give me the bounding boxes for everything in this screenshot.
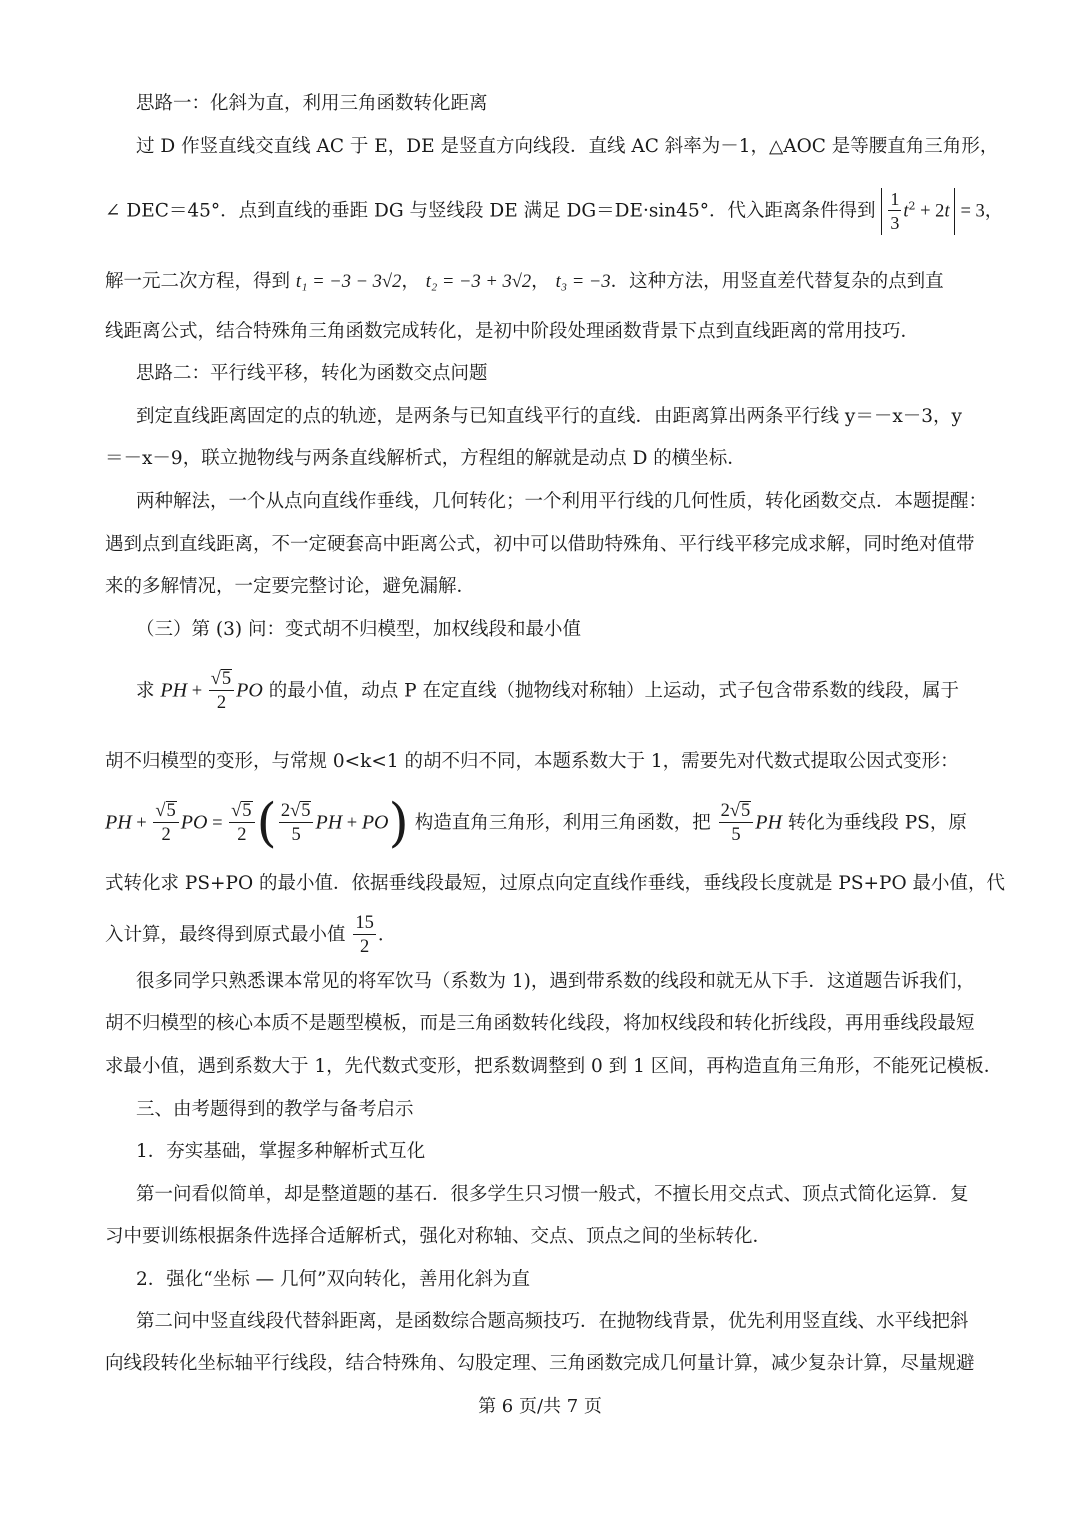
- part3-line1-lead: 求: [136, 680, 155, 702]
- root-t2: t₂ = −3 + 3√2: [425, 272, 532, 292]
- part3-line2: 胡不归模型的变形，与常规 0<k<1 的胡不归不同，本题系数大于 1，需要先对代数式提取公因式变形：: [105, 751, 959, 772]
- section3-item2-line1: 第二问中竖直线段代替斜距离，是函数综合题高频技巧．在抛物线背景，优先利用竖直线、水平线把斜: [136, 1311, 969, 1332]
- min-value-den: 2: [360, 937, 370, 957]
- approach2-line2: ＝－x－9，联立抛物线与两条直线解析式，方程组的解就是动点 D 的横坐标．: [105, 448, 746, 469]
- part3-line1-text: 的最小值，动点 P 在定直线（抛物线对称轴）上运动，式子包含带系数的线段，属于: [268, 680, 959, 702]
- part3-para2-line1: 很多同学只熟悉课本常见的将军饮马（系数为 1)，遇到带系数的线段和就无从下手．这道题告诉我们，: [136, 971, 975, 992]
- abs-equation: $\frac{1}{3}$ $t^2 + 2t$: [881, 188, 954, 235]
- sqrt5-over-2: $\frac{√5}{2}$: [209, 668, 234, 715]
- section3-item2-title: 2．强化“坐标 — 几何”双向转化，善用化斜为直: [136, 1269, 530, 1290]
- part3-line1: 求 PH + $\frac{√5}{2}$ PO 的最小值，动点 P 在定直线（抛物线对称轴）上运动，式子包含带系数的线段，属于: [136, 669, 959, 713]
- section3-item1-title: 1．夯实基础，掌握多种解析式互化: [136, 1141, 426, 1162]
- section3-item1-line1: 第一问看似简单，却是整道题的基石．很多学生只习惯一般式，不擅长用交点式、顶点式简化运算．复: [136, 1184, 969, 1205]
- part3-line3: PH + $\frac{√5}{2}$ PO = $\frac{√5}{2}$ ( $\frac{2√5}{5}$ PH + PO) 构造直角三角形，利用三角函数，把 $\frac{2√5}{5}$ PH 转化为垂线段 PS，原: [105, 793, 967, 854]
- part3-para2-line2: 胡不归模型的核心本质不是题型模板，而是三角函数转化线段，将加权线段和转化折线段，再用垂线段最短: [105, 1013, 975, 1034]
- approach1-line1: 过 D 作竖直线交直线 AC 于 E，DE 是竖直方向线段．直线 AC 斜率为－1，△AOC 是等腰直角三角形，: [136, 136, 999, 157]
- page-footer: 第 6 页/共 7 页: [478, 1396, 602, 1417]
- min-value: [353, 912, 376, 959]
- part3-line3-text: 构造直角三角形，利用三角函数，把: [414, 812, 711, 834]
- summary-line2: 遇到点到直线距离，不一定硬套高中距离公式，初中可以借助特殊角、平行线平移完成求解，同时绝对值带: [105, 534, 975, 555]
- abs-equation-rhs: = 3，: [960, 201, 1004, 222]
- approach2-title: 思路二：平行线平移，转化为函数交点问题: [136, 363, 488, 384]
- root-t3: t₃ = −3: [555, 272, 611, 292]
- approach1-title: 思路一：化斜为直，利用三角函数转化距离: [136, 93, 488, 114]
- section3-item1-line2: 习中要训练根据条件选择合适解析式，强化对称轴、交点、顶点之间的坐标转化．: [105, 1226, 772, 1247]
- part3-line5-text: 入计算，最终得到原式最小值: [105, 924, 346, 946]
- part3-para2-line3: 求最小值，遇到系数大于 1，先代数式变形，把系数调整到 0 到 1 区间，再构造直角三角形，不能死记模板．: [105, 1056, 1003, 1077]
- approach1-line3: 解一元二次方程，得到 t₁ = −3 − 3√2， t₂ = −3 + 3√2， t₃ = −3．这种方法，用竖直差代替复杂的点到直: [105, 271, 944, 292]
- approach1-line2: [105, 188, 1004, 235]
- approach1-line3-tail: ．这种方法，用竖直差代替复杂的点到直: [610, 271, 944, 292]
- part3-line5: 入计算，最终得到原式最小值 $\frac{15}{2}$ ．: [105, 913, 397, 957]
- root-t1: t₁ = −3 − 3√2: [295, 272, 402, 292]
- part3-line4: 式转化求 PS+PO 的最小值．依据垂线段最短，过原点向定直线作垂线，垂线段长度就是 PS+PO 最小值，代: [105, 873, 1005, 894]
- section3-title: 三、由考题得到的教学与备考启示: [136, 1099, 414, 1120]
- summary-line1: 两种解法，一个从点向直线作垂线，几何转化；一个利用平行线的几何性质，转化函数交点．本题提醒：: [136, 491, 988, 512]
- approach1-line4: 线距离公式，结合特殊角三角函数完成转化，是初中阶段处理函数背景下点到直线距离的常用技巧．: [105, 321, 920, 342]
- section3-item2-line2: 向线段转化坐标轴平行线段，结合特殊角、勾股定理、三角函数完成几何量计算，减少复杂计算，尽量规避: [105, 1353, 975, 1374]
- min-value-num: 15: [355, 913, 374, 933]
- part3-title: （三）第 (3) 问：变式胡不归模型，加权线段和最小值: [136, 619, 581, 640]
- part3-line3-tail: 转化为垂线段 PS，原: [787, 812, 967, 834]
- summary-line3: 来的多解情况，一定要完整讨论，避免漏解．: [105, 576, 476, 597]
- approach1-line3-text: 解一元二次方程，得到: [105, 271, 291, 292]
- approach1-line2-text: ∠ DEC＝45°．点到直线的垂距 DG 与竖线段 DE 满足 DG＝DE·sin45°．代入距离条件得到: [105, 200, 876, 222]
- approach2-line1: 到定直线距离固定的点的轨迹，是两条与已知直线平行的直线．由距离算出两条平行线 y＝－x－3，y: [136, 406, 962, 427]
